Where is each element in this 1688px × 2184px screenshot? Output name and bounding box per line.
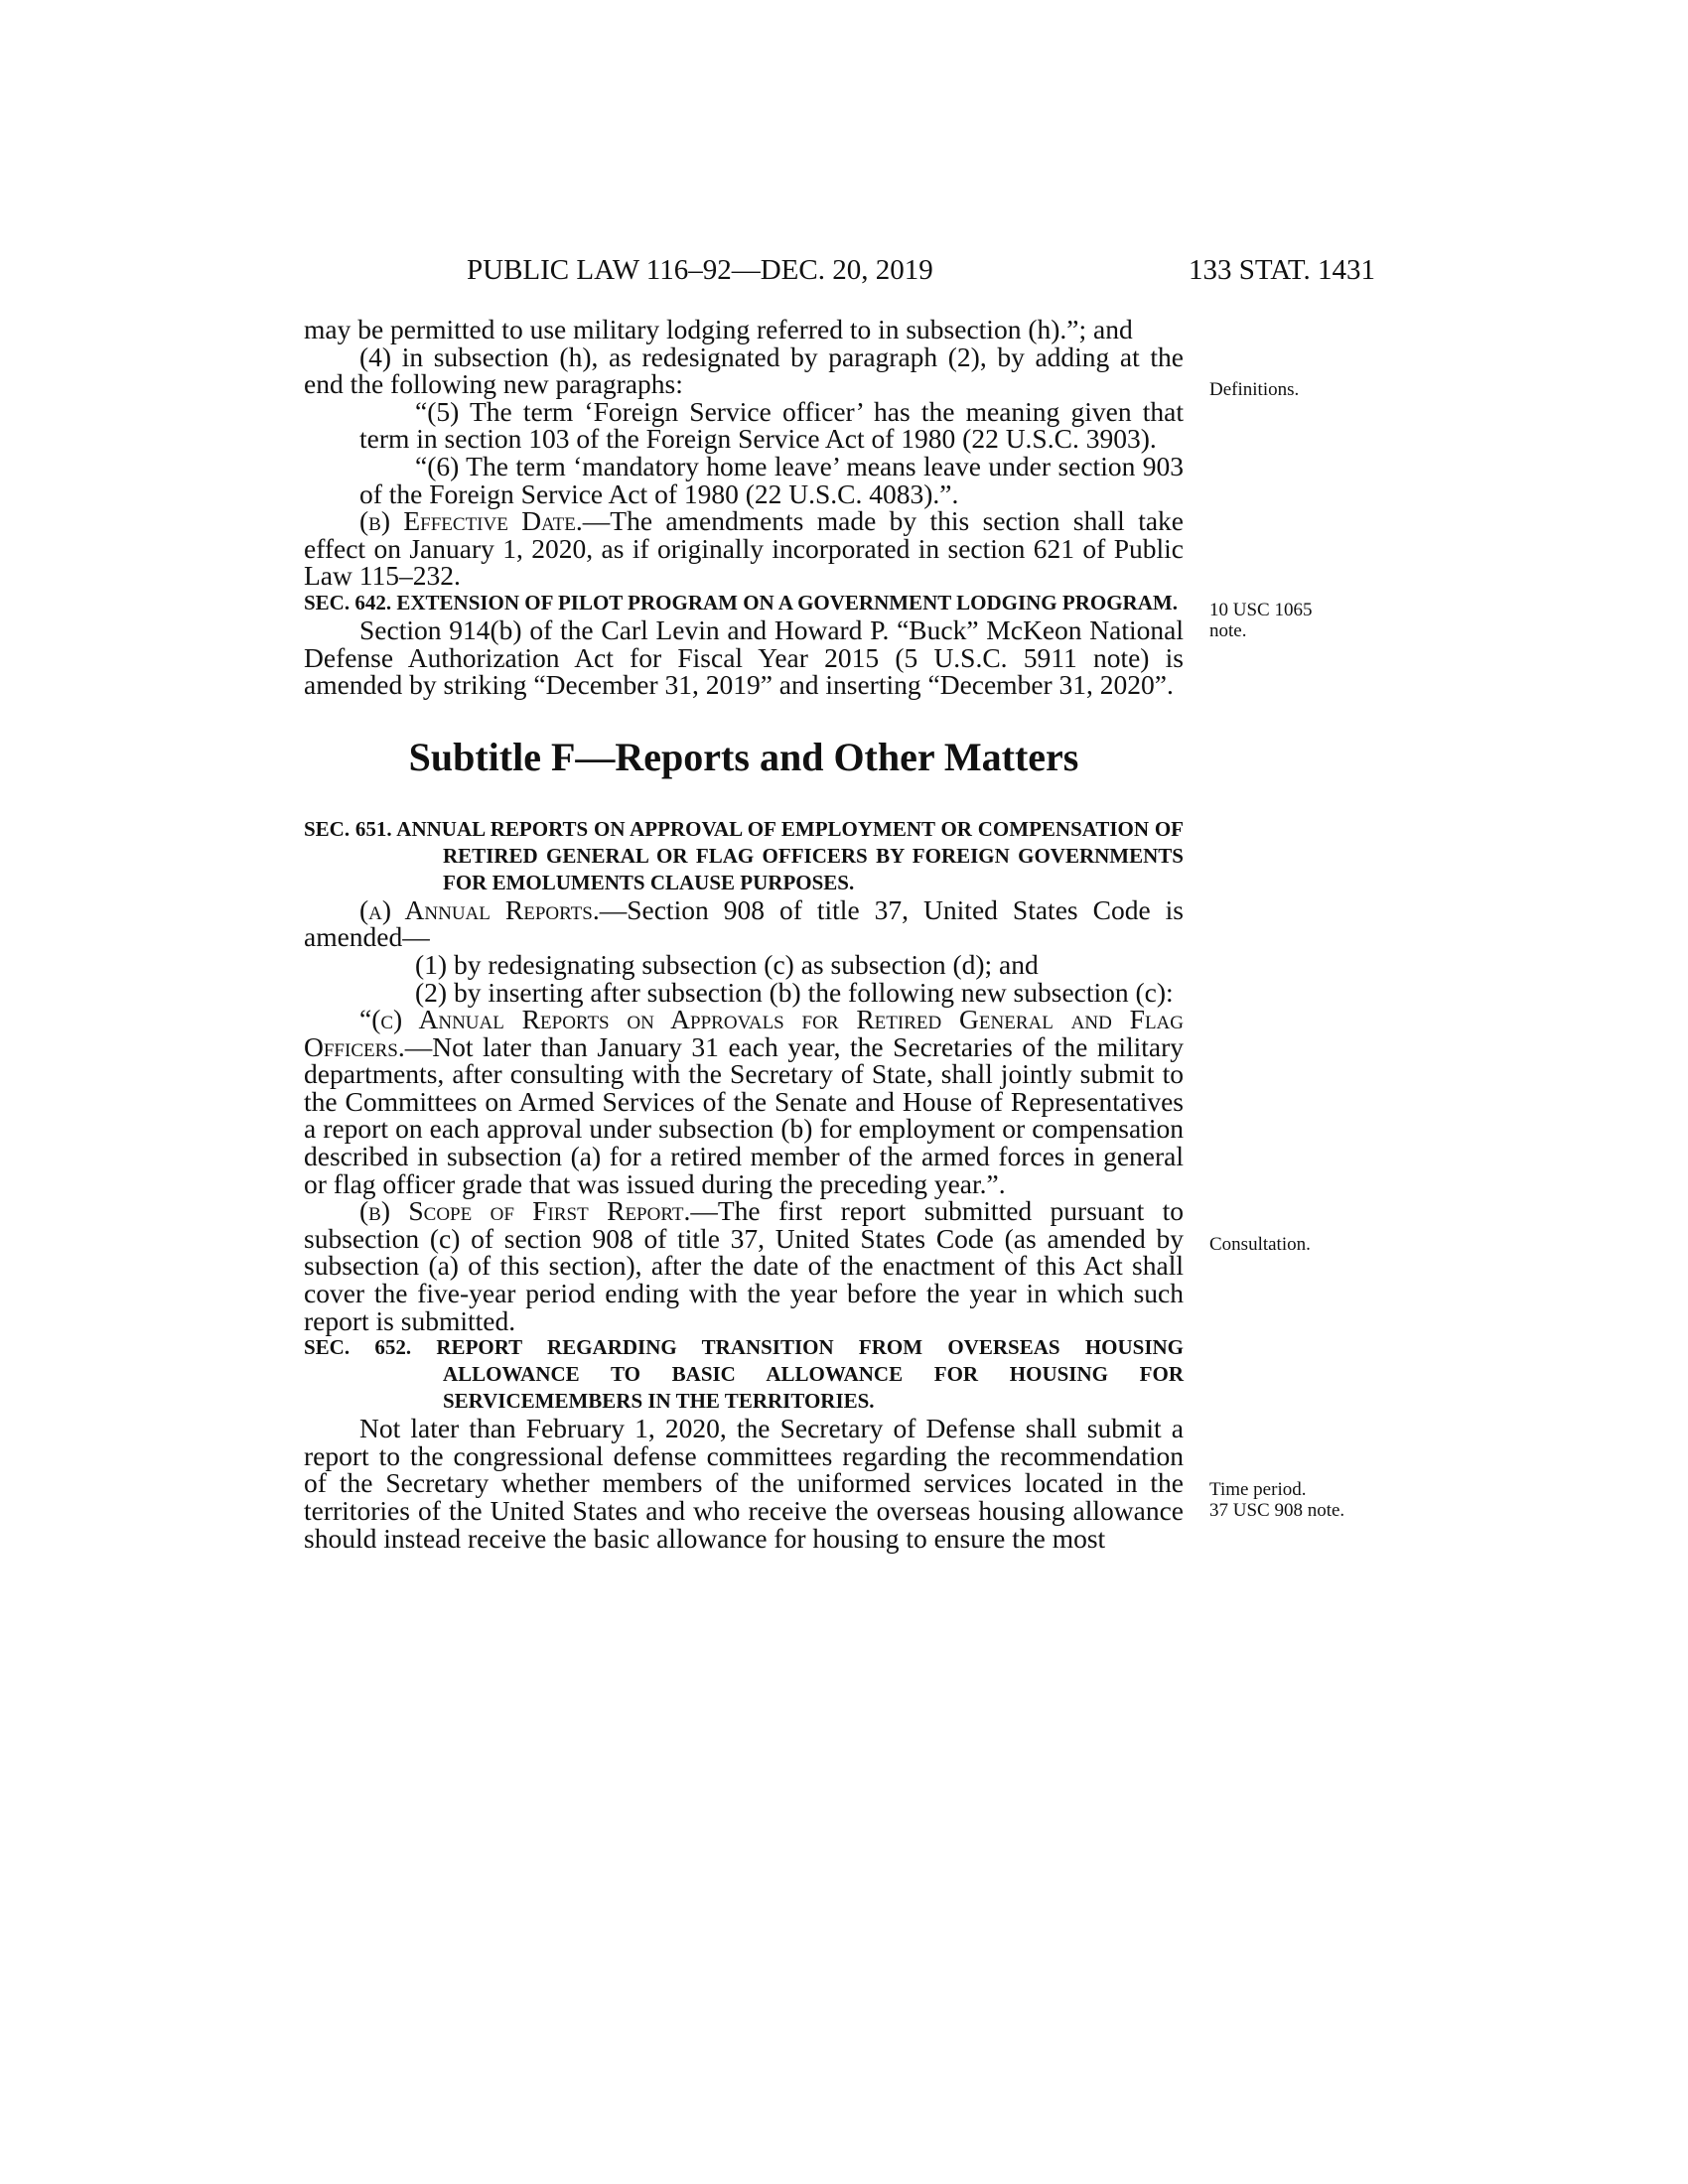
- margin-note-consultation: Consultation.: [1209, 1234, 1311, 1255]
- paragraph: Not later than February 1, 2020, the Secretary of Defense shall submit a report to the congressional defense committees regarding the recommendation of the Secretary whether members of the uniformed services located in the territories of the United States and who receive the overseas housing allowance should instead receive the basic allowance for housing to ensure the most: [304, 1413, 1184, 1554]
- page-header: [298, 248, 1375, 292]
- section-heading: SEC. 652. REPORT REGARDING TRANSITION FROM OVERSEAS HOUSING ALLOWANCE TO BASIC ALLOWANCE FOR HOUSING FOR SERVICEMEMBERS IN THE TERRITORIES.: [304, 1335, 1184, 1414]
- margin-note-usc-908: 37 USC 908 note.: [1209, 1500, 1345, 1521]
- paragraph: (2) by inserting after subsection (b) the following new subsection (c):: [415, 976, 1174, 1008]
- subsection-heading: (a) Annual Reports.: [359, 893, 600, 925]
- subsection-text: —Section 908 of title 37, United States Code is amended—: [304, 893, 1185, 953]
- page-number: 133 STAT. 1431: [1188, 254, 1375, 286]
- margin-note-definitions: Definitions.: [1209, 379, 1300, 400]
- paragraph: Section 914(b) of the Carl Levin and Howard P. “Buck” McKeon National Defense Authorization Act for Fiscal Year 2015 (5 U.S.C. 5911 note) is amended by striking “December 31, 2019” and inserting “December 31, 2020”.: [304, 614, 1184, 701]
- margin-note-time-period: Time period.: [1209, 1479, 1307, 1500]
- paragraph: [304, 1197, 1184, 1334]
- subsection-heading: (b) Effective Date.: [359, 505, 583, 537]
- paragraph: may be permitted to use military lodging referred to in subsection (h).”; and: [304, 314, 1133, 344]
- paragraph: [304, 893, 1185, 953]
- quoted-paragraph: “(6) The term ‘mandatory home leave’ means leave under section 903 of the Foreign Service Act of 1980 (22 U.S.C. 4083).”.: [359, 450, 1184, 509]
- subsection-heading: “(c) Annual Reports on Approvals for Retired General and Flag Officers.: [304, 1004, 1184, 1062]
- subsection-text: —Not later than January 31 each year, the Secretaries of the military departments, after consulting with the Secretary of State, shall jointly submit to the Committees on Armed Services of the Senate and House of Representatives a report on each approval under subsection (b) for employment or compensation described in subsection (a) for a retired member of the armed forces in general or flag officer grade that was issued during the preceding year.”.: [304, 1030, 1184, 1199]
- section-heading: SEC. 651. ANNUAL REPORTS ON APPROVAL OF EMPLOYMENT OR COMPENSATION OF RETIRED GENERAL OR FLAG OFFICERS BY FOREIGN GOVERNMENTS FOR EMOLUMENTS CLAUSE PURPOSES.: [304, 816, 1184, 894]
- section-heading: SEC. 642. EXTENSION OF PILOT PROGRAM ON A GOVERNMENT LODGING PROGRAM.: [304, 590, 1178, 614]
- paragraph: [304, 507, 1184, 590]
- subtitle-heading: Subtitle F—Reports and Other Matters: [408, 734, 1079, 779]
- document-body: [304, 316, 1184, 1552]
- header-title: PUBLIC LAW 116–92—DEC. 20, 2019: [467, 254, 933, 286]
- paragraph: (4) in subsection (h), as redesignated by paragraph (2), by adding at the end the following new paragraphs:: [304, 341, 1184, 400]
- subsection-text: —The amendments made by this section shall take effect on January 1, 2020, as if originally incorporated in section 621 of Public Law 115–232.: [304, 505, 1184, 592]
- subsection-text: —The first report submitted pursuant to subsection (c) of section 908 of title 37, United States Code (as amended by subsection (a) of this section), after the date of the enactment of this Act shall cover the five-year period ending with the year before the year in which such report is submitted.: [304, 1195, 1185, 1336]
- subsection-heading: (b) Scope of First Report.: [359, 1195, 691, 1227]
- margin-note-usc-1065: 10 USC 1065 note.: [1209, 600, 1313, 641]
- paragraph: (1) by redesignating subsection (c) as subsection (d); and: [415, 948, 1039, 980]
- paragraph: [304, 1006, 1184, 1197]
- quoted-paragraph: “(5) The term ‘Foreign Service officer’ has the meaning given that term in section 103 of the Foreign Service Act of 1980 (22 U.S.C. 3903).: [359, 395, 1184, 455]
